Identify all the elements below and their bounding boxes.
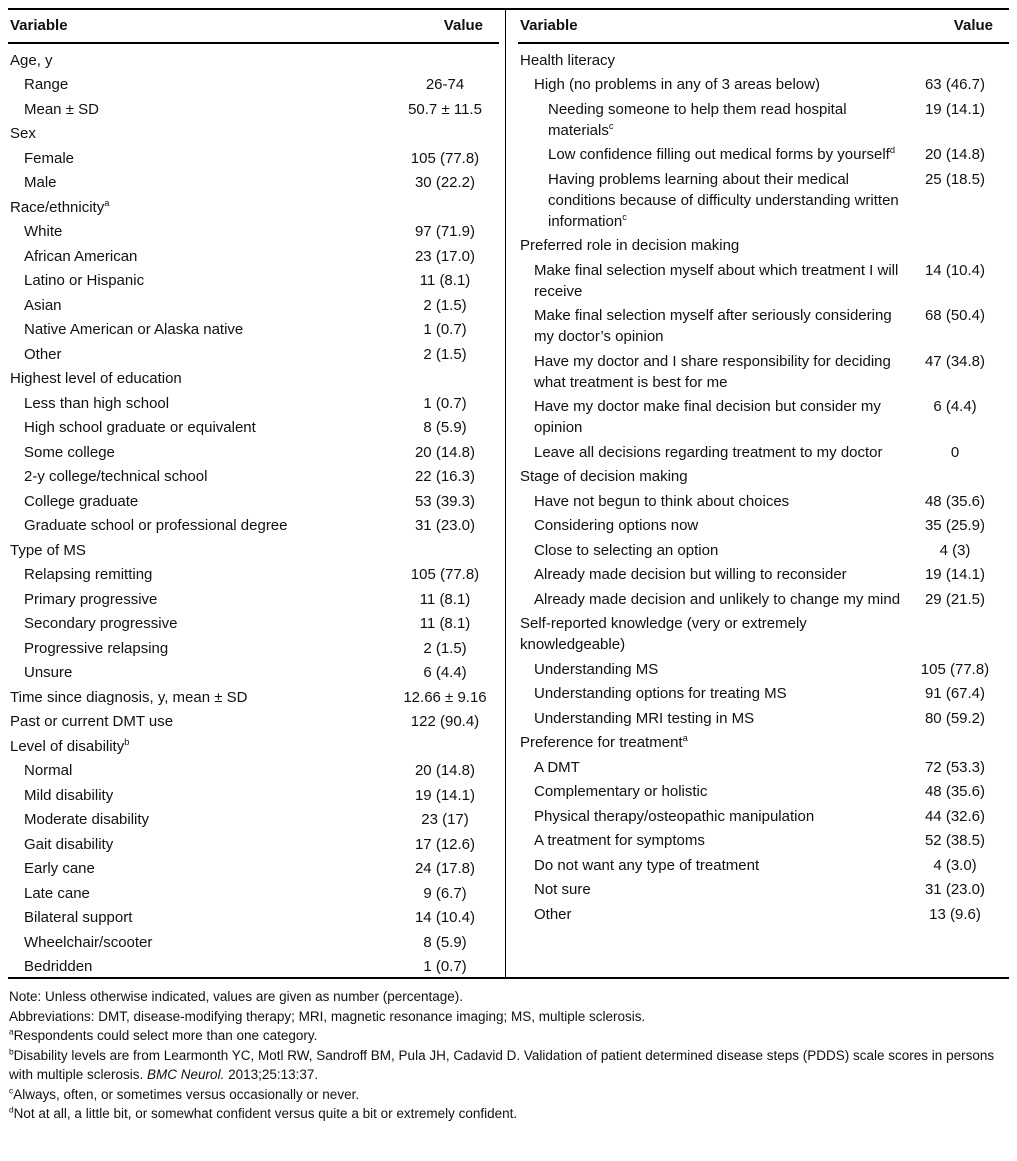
row-value: 8 (5.9) [423,419,467,436]
column-header-variable: Variable [520,17,578,34]
row-value: 63 (46.7) [924,76,986,93]
table-row [8,169,499,194]
demographics-table [8,8,1009,979]
row-label: High (no problems in any of 3 areas below) [534,76,820,93]
row-value: 44 (32.6) [924,807,986,825]
table-row [8,120,499,145]
row-label: Bilateral support [24,909,133,926]
table-row [518,393,1009,439]
table-row [518,802,1009,827]
table-row [8,512,499,537]
table-row [8,144,499,169]
table-row [8,536,499,561]
table-row [8,267,499,292]
row-label: Other [534,905,572,923]
row-label: Considering options now [534,517,699,534]
row-label: Other [24,345,62,363]
table-row [518,851,1009,876]
row-label: Unsure [24,664,73,681]
footnote: $^b$Disability levels are from Learmonth YC, Motl RW, Sandroff BM, Pula JH, Cadavid D. Validation of patient determined disease steps (PDDS) scale scores in persons with multiple sclerosis. BMC Neurol. 2013;25:13:37. [9,1046,995,1082]
table-row [518,561,1009,586]
table-row [518,876,1009,901]
table-row [8,585,499,610]
row-label: Native American or Alaska native [24,321,244,338]
row-value: 23 (17) [421,811,469,828]
footnote-marker: a [682,733,688,743]
footnote-marker: c [9,1085,14,1095]
table-row [8,95,499,120]
row-label: A treatment for symptoms [534,832,705,849]
row-value: 68 (50.4) [924,307,986,324]
footnote-marker: a [104,197,110,208]
row-label: Have my doctor and I share responsibility for deciding what treatment is best for me [534,352,891,391]
row-label: Do not want any type of treatment [534,856,760,874]
row-value: 9 (6.7) [423,884,467,902]
column-header-value: Value [443,17,483,34]
row-value: 4 (3.0) [933,856,977,874]
row-label: Complementary or holistic [534,783,708,800]
table-header-right [518,10,1009,44]
row-label: Mean ± SD [24,100,99,118]
row-value: 23 (17.0) [414,247,476,265]
table-row [518,46,1009,71]
row-label: Less than high school [24,394,170,412]
footnote-marker: d [889,145,896,155]
row-value: 11 (8.1) [419,590,471,608]
table-row [8,610,499,635]
row-value: 11 (8.1) [419,615,471,632]
table-body-right [518,44,1009,925]
table-row [8,389,499,414]
row-value: 20 (14.8) [924,146,986,163]
row-label: Relapsing remitting [24,566,153,583]
row-label: Health literacy [520,51,616,69]
row-label: Preferred role in decision making [520,237,740,254]
table-row [8,561,499,586]
row-value: 14 (10.4) [414,909,476,926]
row-value: 20 (14.8) [414,443,476,461]
row-value: 14 (10.4) [924,261,986,279]
row-label: Wheelchair/scooter [24,933,153,951]
row-label: Past or current DMT use [10,713,174,730]
table-row [8,414,499,439]
row-label: Mild disability [24,786,114,804]
table-row [8,291,499,316]
table-row [518,536,1009,561]
row-label: Some college [24,443,115,461]
row-value: 13 (9.6) [929,905,981,923]
row-value: 1 (0.7) [423,321,467,338]
footnote-marker: a [9,1026,14,1037]
table-row [8,242,499,267]
table-row [518,232,1009,257]
table-row [8,879,499,904]
table-row [8,830,499,855]
row-value: 11 (8.1) [419,272,471,289]
row-label: Highest level of education [10,370,182,387]
row-value: 25 (18.5) [924,170,986,188]
row-label: Moderate disability [24,811,150,828]
row-label: Progressive relapsing [24,639,169,657]
table-row [8,904,499,929]
table-header-left [8,10,499,44]
row-value: 19 (14.1) [924,100,986,118]
row-value: 72 (53.3) [924,758,986,776]
footnote-marker: d [9,1104,14,1115]
table-row [518,729,1009,754]
row-value: 2 (1.5) [423,345,467,363]
row-label: Time since diagnosis, y, mean ± SD [10,688,248,706]
table-body-left [8,44,499,977]
row-value: 31 (23.0) [414,517,476,534]
row-value: 20 (14.8) [414,762,476,779]
table-row [518,347,1009,393]
footnote: $^a$Respondents could select more than one category. [9,1026,318,1043]
column-header-variable: Variable [10,17,68,34]
table-row [8,953,499,978]
table-row [518,778,1009,803]
row-value: 19 (14.1) [414,786,476,804]
journal-name: BMC Neurol. [147,1067,225,1082]
table-row [8,438,499,463]
table-row [518,753,1009,778]
row-label: Having problems learning about their medical conditions because of difficulty understanding written information$^c$ [548,170,899,230]
row-value: 48 (35.6) [924,492,986,510]
row-label: African American [24,247,138,265]
row-value: 6 (4.4) [423,664,467,681]
row-label: Have not begun to think about choices [534,492,790,510]
row-label: High school graduate or equivalent [24,419,256,436]
table-left-column [8,10,506,977]
table-row [8,806,499,831]
row-label: Low confidence filling out medical forms by yourself$^d$ [548,145,896,163]
row-value: 4 (3) [939,541,971,559]
footnote-marker: b [124,736,130,747]
footnotes [8,987,1009,1124]
table-row [8,855,499,880]
row-label: Have my doctor make final decision but consider my opinion [534,398,881,436]
table-row [8,708,499,733]
row-label: Physical therapy/osteopathic manipulation [534,807,815,825]
row-value: 6 (4.4) [933,398,977,415]
table-row [8,487,499,512]
row-label: Asian [24,296,62,314]
row-label: Already made decision and unlikely to change my mind [534,590,901,608]
row-label: Age, y [10,51,53,69]
table-row [8,46,499,71]
footnote: $^d$Not at all, a little bit, or somewhat confident versus quite a bit or extremely confident. [9,1104,518,1121]
row-value: 22 (16.3) [414,468,476,485]
row-label: 2-y college/technical school [24,468,208,485]
row-value: 2 (1.5) [423,296,467,314]
row-value: 24 (17.8) [414,860,476,877]
table-row [518,585,1009,610]
row-value: 1 (0.7) [423,958,467,975]
table-row [518,95,1009,141]
row-value: 52 (38.5) [924,832,986,849]
table-row [518,302,1009,348]
table-row [518,141,1009,166]
column-header-value: Value [953,17,993,34]
footnote-marker: c [608,120,614,131]
row-value: 0 [950,443,960,461]
row-label: Normal [24,762,73,779]
table-row [8,340,499,365]
row-value: 29 (21.5) [924,590,986,608]
table-row [518,680,1009,705]
table-row [8,193,499,218]
row-value: 12.66 ± 9.16 [403,688,487,706]
row-value: 122 (90.4) [410,713,480,730]
row-label: Latino or Hispanic [24,272,145,289]
table-row [518,655,1009,680]
row-label: Make final selection myself about which treatment I will receive [534,261,899,300]
row-label: Already made decision but willing to reconsider [534,566,847,583]
table-row [8,683,499,708]
table-right-column [506,10,1009,977]
row-value: 50.7 ± 11.5 [408,100,482,118]
row-value: 53 (39.3) [414,492,476,510]
row-label: Stage of decision making [520,468,688,485]
table-row [8,634,499,659]
table-row [518,463,1009,488]
table-row [8,757,499,782]
row-value: 105 (77.8) [410,149,480,167]
row-label: Graduate school or professional degree [24,517,288,534]
row-value: 48 (35.6) [924,783,986,800]
row-label: Needing someone to help them read hospital materials$^c$ [548,100,847,139]
footnote-marker: b [9,1046,14,1056]
row-label: Sex [10,125,36,142]
row-value: 17 (12.6) [414,835,476,853]
table-row [518,165,1009,232]
row-value: 1 (0.7) [423,394,467,412]
row-value: 47 (34.8) [924,352,986,370]
row-value: 97 (71.9) [414,223,476,240]
row-label: Primary progressive [24,590,158,608]
footnote: Note: Unless otherwise indicated, values are given as number (percentage). [9,989,463,1004]
table-row [518,487,1009,512]
row-value: 8 (5.9) [423,933,467,951]
table-row [518,900,1009,925]
row-value: 2 (1.5) [423,639,467,657]
table-row [8,218,499,243]
table-row [518,512,1009,537]
table-row [518,71,1009,96]
row-label: Type of MS [10,541,86,559]
table-row [8,659,499,684]
row-label: Gait disability [24,835,114,853]
row-label: Race/ethnicity$^a$ [10,197,110,216]
table-row [518,827,1009,852]
row-value: 31 (23.0) [924,881,986,898]
row-label: Preference for treatment$^a$ [520,733,688,751]
row-label: A DMT [534,758,580,776]
row-label: Late cane [24,884,90,902]
table-row [8,928,499,953]
row-value: 91 (67.4) [924,685,986,702]
table-row [8,316,499,341]
row-label: Make final selection myself after seriously considering my doctor’s opinion [534,307,892,345]
row-value: 19 (14.1) [924,566,986,583]
row-label: Male [24,174,57,191]
row-label: White [24,223,63,240]
row-label: College graduate [24,492,139,510]
footnote: $^c$Always, often, or sometimes versus occasionally or never. [9,1085,360,1102]
row-value: 35 (25.9) [924,517,986,534]
row-value: 105 (77.8) [920,660,990,678]
row-value: 30 (22.2) [414,174,476,191]
table-row [8,781,499,806]
footnote: Abbreviations: DMT, disease-modifying therapy; MRI, magnetic resonance imaging; MS, multiple sclerosis. [9,1008,646,1024]
table-row [8,71,499,96]
table-row [518,438,1009,463]
row-label: Bedridden [24,958,93,975]
table-row [518,610,1009,656]
table-row [8,463,499,488]
footnote-marker: c [622,211,627,222]
row-label: Level of disability$^b$ [10,736,130,755]
row-label: Early cane [24,860,95,877]
table-row [8,365,499,390]
row-value: 80 (59.2) [924,709,986,727]
row-label: Not sure [534,881,591,898]
row-label: Understanding options for treating MS [534,685,787,702]
table-row [8,732,499,757]
row-label: Understanding MRI testing in MS [534,709,755,727]
table-row [518,704,1009,729]
row-label: Understanding MS [534,660,659,678]
row-value: 105 (77.8) [410,566,480,583]
row-label: Secondary progressive [24,615,178,632]
row-label: Self-reported knowledge (very or extremely knowledgeable) [520,615,807,653]
row-label: Close to selecting an option [534,541,719,559]
row-label: Range [24,76,69,93]
table-row [518,256,1009,302]
row-label: Leave all decisions regarding treatment to my doctor [534,443,883,461]
row-label: Female [24,149,75,167]
row-value: 26-74 [425,76,465,93]
